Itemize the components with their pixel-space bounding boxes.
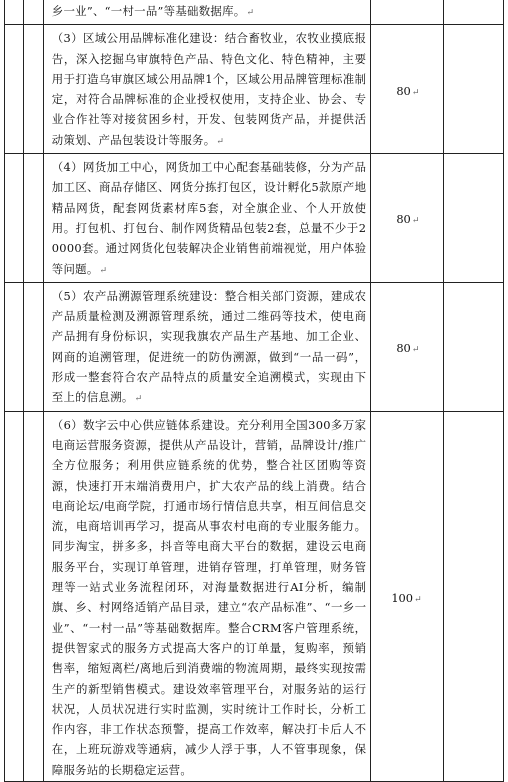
score-value: 80 [396,212,411,227]
row-text: （5）农产品溯源管理系统建设：整合相关部门资源，建成农产品质量检测及溯源管理系统，通过二维码等技术，使电商产品拥有身份标识，实现我旗农产品生产基地、加工企业、网商的追溯管理，促进统一的防伪溯源，做到“一品一码”，形成一整套符合农产品特点的质量安全追溯模式，实现由下至上的信息溯。↵ [51,288,367,405]
table-row [5,0,504,25]
row-text: （6）数字云中心供应链体系建设。充分利用全国300多万家电商运营服务资源，提供从产品设计，营销，品牌设计/推广全方位服务；利用供应链系统的优势，整合社区团购等资源，快速打开末端消费用户，扩大农产品的线上消费。结合电商论坛/电商学院，打通市场行情信息共享，相互间信息交流，电商培训再学习，提高从事农村电商的专业服务能力。同步淘宝，拼多多，抖音等电商大平台的数据，建设云电商服务平台，实现订单管理，进销存管理，打单管理，财务管理等一站式业务流程闭环，对海量数据进行AI分析，编制旗、乡、村网络适销产品目录，建立“农产品标准”、“一乡一业”、“一村一品”等基础数据库。整合CRM客户管理系统，提供智家式的服务方式提高大客户的订单量，复购率，预销售率，缩短离栏/离地后到消费端的物流周期，最终实现按需生产的新型销售模式。建设效率管理平台，对服务站的运行状况，人员状况进行实时监测，实时统计工作时长，分析工作内容，非工作状态预警，提高工作效率，解决打卡后人不在，上班玩游戏等通病，减少人浮于事，人不管事现象，保障服务站的长期稳定运营。 [51,417,367,777]
score-value: 80 [396,83,411,98]
table-row: （5）农产品溯源管理系统建设：整合相关部门资源，建成农产品质量检测及溯源管理系统，通过二维码等技术，使电商产品拥有身份标识，实现我旗农产品生产基地、加工企业、网商的追溯管理，促进统一的防伪溯源，做到“一品一码”，形成一整套符合农产品特点的质量安全追溯模式，实现由下至上的信息溯。↵ 80↵ [5,282,504,411]
table-row: （3）区域公用品牌标准化建设：结合畜牧业，农牧业摸底报告，深入挖掘乌审旗特色产品、特色文化、特色精神，主要用于打造乌审旗区域公用品牌1个，区域公用品牌管理标准制定，对符合品牌标准的企业授权使用，支持企业、协会、专业合作社等对接贫困乡村，开发、包装网货产品，并提供活动策划、产品包装设计等服务。↵ 80↵ [5,25,504,154]
row-text: 乡一业”、“一村一品”等基础数据库。↵ [51,4,255,18]
score-value: 100 [391,590,414,605]
row-text: （3）区域公用品牌标准化建设：结合畜牧业，农牧业摸底报告，深入挖掘乌审旗特色产品、特色文化、特色精神，主要用于打造乌审旗区域公用品牌1个，区域公用品牌管理标准制定，对符合品牌标准的企业授权使用，支持企业、协会、专业合作社等对接贫困乡村，开发、包装网货产品，并提供活动策划、产品包装设计等服务。↵ [51,31,367,147]
row-text: （4）网货加工中心，网货加工中心配套基础装修，分为产品加工区、商品存储区、网货分拣打包区，设计孵化5款原产地精品网货，配套网货素材库5套，对全旗企业、个人开放使用。打包机、打包台、制作网货精品包装2套，总量不少于20000套。通过网货化包装解决企业销售前端视觉，用户体验等问题。↵ [51,160,367,276]
table-row: （4）网货加工中心，网货加工中心配套基础装修，分为产品加工区、商品存储区、网货分拣打包区，设计孵化5款原产地精品网货，配套网货素材库5套，对全旗企业、个人开放使用。打包机、打包台、制作网货精品包装2套，总量不少于20000套。通过网货化包装解决企业销售前端视觉，用户体验等问题。↵ 80↵ [5,154,504,283]
project-table [4,0,504,782]
score-value: 80 [396,341,411,356]
table-row: （6）数字云中心供应链体系建设。充分利用全国300多万家电商运营服务资源，提供从产品设计，营销，品牌设计/推广全方位服务；利用供应链系统的优势，整合社区团购等资源，快速打开末端消费用户，扩大农产品的线上消费。结合电商论坛/电商学院，打通市场行情信息共享，相互间信息交流，电商培训再学习，提高从事农村电商的专业服务能力。同步淘宝，拼多多，抖音等电商大平台的数据，建设云电商服务平台，实现订单管理，进销存管理，打单管理，财务管理等一站式业务流程闭环，对海量数据进行AI分析，编制旗、乡、村网络适销产品目录，建立“农产品标准”、“一乡一业”、“一村一品”等基础数据库。整合CRM客户管理系统，提供智家式的服务方式提高大客户的订单量，复购率，预销售率，缩短离栏/离地后到消费端的物流周期，最终实现按需生产的新型销售模式。建设效率管理平台，对服务站的运行状况，人员状况进行实时监测，实时统计工作时长，分析工作内容，非工作状态预警，提高工作效率，解决打卡后人不在，上班玩游戏等通病，减少人浮于事，人不管事现象，保障服务站的长期稳定运营。 100↵ [5,411,504,781]
